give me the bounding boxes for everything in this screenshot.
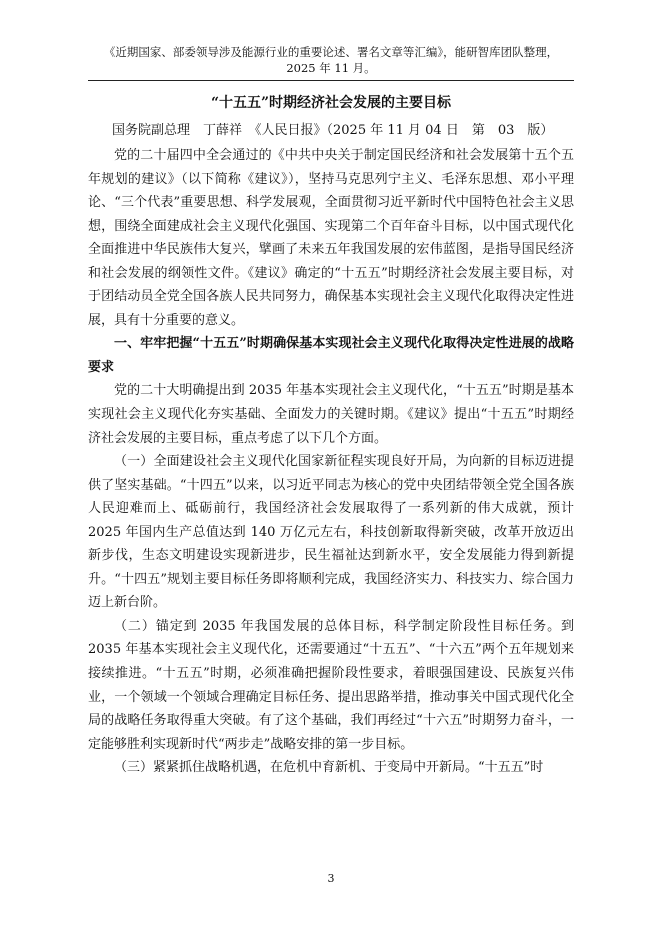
intro-paragraph: 党的二十届四中全会通过的《中共中央关于制定国民经济和社会发展第十五个五年规划的建议》（以下简称《建议》），坚持马克思列宁主义、毛泽东思想、邓小平理论、“三个代表”重要思想、科学发展观，全面贯彻习近平新时代中国特色社会主义思想，围绕全面建成社会主义现代化强国、实现第二个百年奋斗目标，以中国式现代化全面推进中华民族伟大复兴，擘画了未来五年我国发展的宏伟蓝图，是指导国民经济和社会发展的纲领性文件。《建议》确定的“十五五”时期经济社会发展主要目标，对于团结动员全党全国各族人民共同努力，确保基本实现社会主义现代化取得决定性进展，具有十分重要的意义。 bbox=[88, 148, 574, 328]
running-header bbox=[90, 44, 572, 76]
page-number: 3 bbox=[327, 872, 335, 885]
section-paragraph: 党的二十大明确提出到 2035 年基本实现社会主义现代化，“十五五”时期是基本实现社会主义现代化夯实基础、全面发力的关键时期。《建议》提出“十五五”时期经济社会发展的主要目标，重点考虑了以下几个方面。 bbox=[88, 383, 574, 446]
header-divider bbox=[88, 80, 574, 81]
article-byline: 国务院副总理 丁薛祥 《人民日报》（2025 年 11 月 04 日 第 03 版） bbox=[112, 123, 554, 138]
header-line-2: 2025 年 11 月。 bbox=[286, 61, 376, 75]
section-paragraph: （一）全面建设社会主义现代化国家新征程实现良好开局，为向新的目标迈进提供了坚实基础。“十四五”以来，以习近平同志为核心的党中央团结带领全党全国各族人民迎难而上、砥砺前行，我国经济社会发展取得了一系列新的伟大成就，预计 2025 年国内生产总值达到 140 万亿元左右，科技创新取得新突破，改革开放迈出新步伐，生态文明建设实现新进步，民生福祉达到新水平，安全发展能力得到新提升。“十四五”规划主要目标任务即将顺利完成，我国经济实力、科技实力、综合国力迈上新台阶。 bbox=[88, 454, 574, 611]
header-line-1: 《近期国家、部委领导涉及能源行业的重要论述、署名文章等汇编》，能研智库团队整理， bbox=[103, 45, 559, 59]
section-paragraph: （二）锚定到 2035 年我国发展的总体目标，科学制定阶段性目标任务。到 2035 年基本实现社会主义现代化，还需要通过“十五五”、“十六五”两个五年规划来接续推进。“十五五”时期，必须准确把握阶段性要求，着眼强国建设、民族复兴伟业，一个领域一个领域合理确定目标任务、提出思路举措，推动事关中国式现代化全局的战略任务取得重大突破。有了这个基础，我们再经过“十六五”时期努力奋斗，一定能够胜利实现新时代“两步走”战略安排的第一步目标。 bbox=[88, 618, 574, 752]
article-body bbox=[88, 144, 574, 780]
article-title: “十五五”时期经济社会发展的主要目标 bbox=[210, 95, 452, 111]
section-paragraph: （三）紧紧抓住战略机遇，在危机中育新机、于变局中开新局。“十五五”时 bbox=[114, 760, 544, 776]
section-heading: 一、牢牢把握“十五五”时期确保基本实现社会主义现代化取得决定性进展的战略要求 bbox=[88, 336, 574, 375]
